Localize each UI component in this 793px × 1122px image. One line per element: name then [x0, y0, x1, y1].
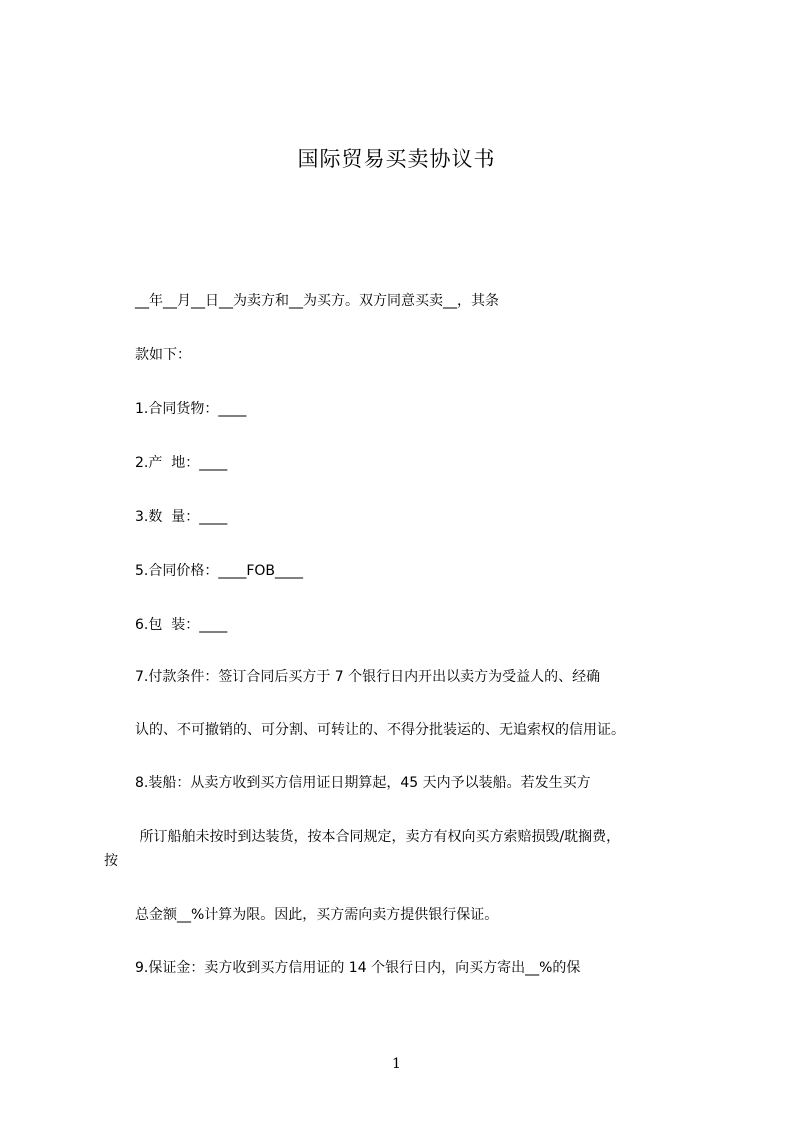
clause-packing: 6.包 装：____ — [135, 617, 228, 633]
clause-quantity: 3.数 量：____ — [135, 509, 228, 525]
paragraph-line: __年__月__日__为卖方和__为买方。双方同意买卖__，其条 — [135, 293, 499, 309]
paragraph-line: 款如下： — [135, 347, 191, 363]
document-title: 国际贸易买卖协议书 — [297, 147, 496, 171]
clause-payment: 7.付款条件：签订合同后买方于 7 个银行日内开出以卖方为受益人的、经确 — [135, 669, 601, 685]
page-number: 1 — [392, 1056, 401, 1072]
clause-origin: 2.产 地：____ — [135, 455, 228, 471]
clause-goods: 1.合同货物：____ — [135, 401, 247, 417]
clause-payment-continued: 认的、不可撤销的、可分割、可转让的、不得分批装运的、无追索权的信用证。 — [135, 722, 625, 738]
clause-deposit: 9.保证金：卖方收到买方信用证的 14 个银行日内，向买方寄出__%的保 — [135, 960, 581, 976]
clause-shipment-wrap: 按 — [104, 853, 118, 869]
clause-price: 5.合同价格：____FOB____ — [135, 563, 304, 579]
clause-shipment-total: 总金额__%计算为限。因此，买方需向卖方提供银行保证。 — [135, 907, 499, 923]
clause-shipment-continued: 所订船舶未按时到达装货，按本合同规定，卖方有权向买方索赔损毁/耽搁费， — [135, 829, 621, 845]
clause-shipment: 8.装船：从卖方收到买方信用证日期算起，45 天内予以装船。若发生买方 — [135, 775, 591, 791]
